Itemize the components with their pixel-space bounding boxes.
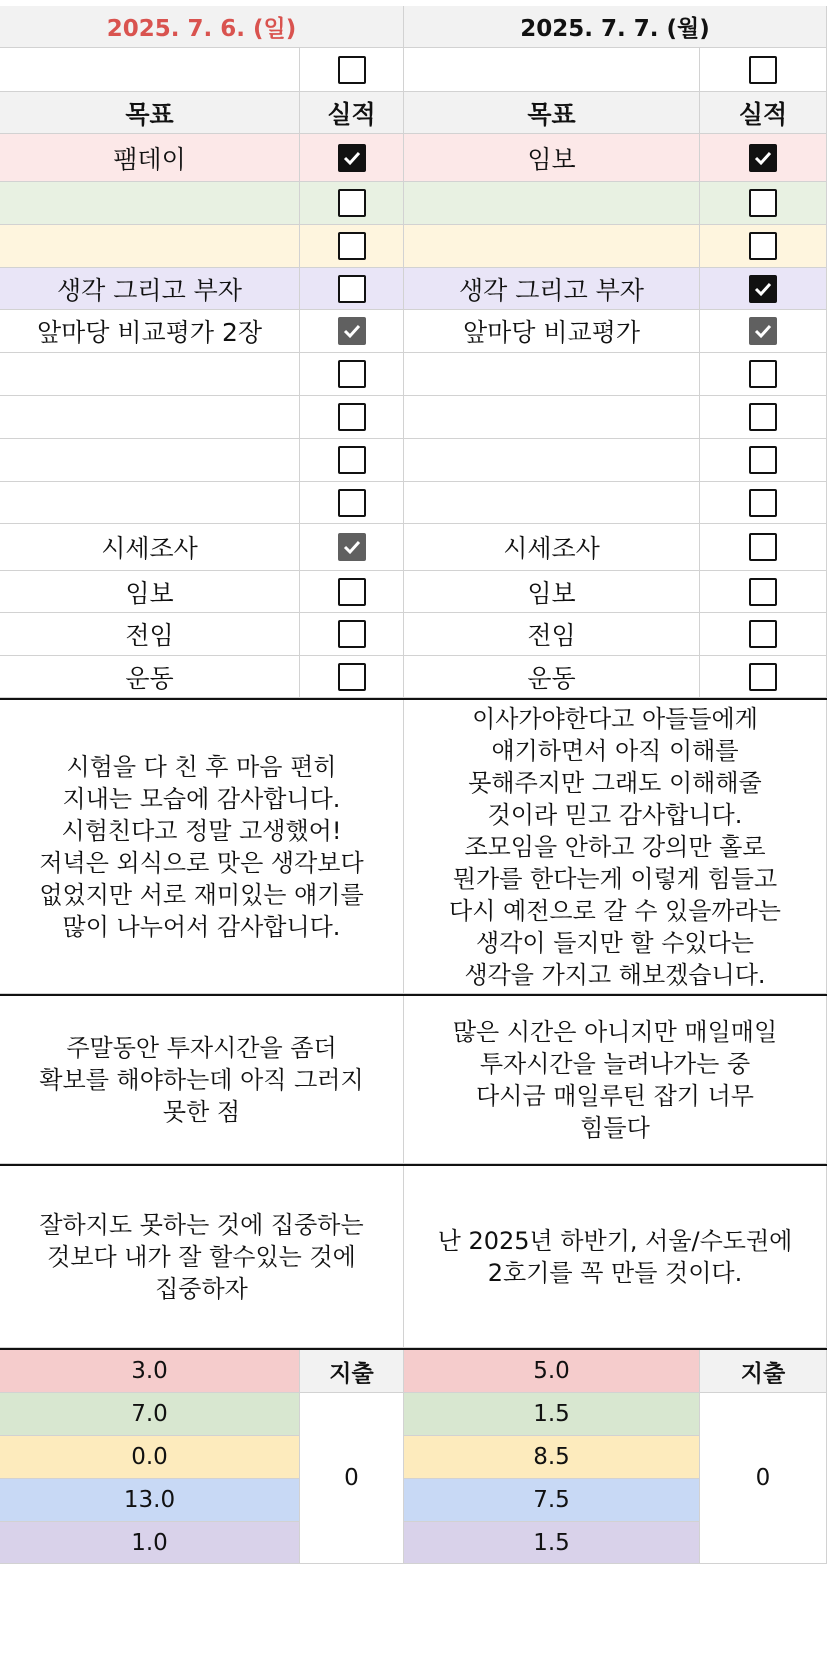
goal-label <box>0 182 300 225</box>
goal-label <box>404 439 700 482</box>
goal-label <box>404 482 700 524</box>
resolution-text: 잘하지도 못하는 것에 집중하는 것보다 내가 잘 할수있는 것에 집중하자 <box>0 1166 404 1348</box>
goal-checkbox[interactable] <box>749 403 777 431</box>
col-goal-header: 목표 <box>0 92 300 134</box>
goal-checkbox[interactable] <box>338 232 366 260</box>
hours-value: 3.0 <box>0 1350 300 1393</box>
gratitude-text: 이사가야한다고 아들들에게 얘기하면서 아직 이해를 못해주지만 그래도 이해해줄 것이라 믿고 감사합니다. 조모임을 안하고 강의만 홀로 뭔가를 한다는게 이렇게 힘들고 다시 예전으로 갈 수 있을까라는 생각이 들지만 할 수있다는 생각을 가지고 해보겠습니다. <box>404 700 827 994</box>
goal-checkbox[interactable] <box>749 446 777 474</box>
goal-checkbox[interactable] <box>338 317 366 345</box>
goal-label <box>0 396 300 439</box>
goal-checkbox-cell[interactable] <box>700 439 827 482</box>
goal-label: 임보 <box>0 571 300 613</box>
goal-label <box>0 225 300 268</box>
header-checkbox-cell[interactable] <box>700 48 827 92</box>
goal-checkbox-cell[interactable] <box>300 524 404 571</box>
hours-value: 13.0 <box>0 1479 300 1522</box>
goal-label <box>0 353 300 396</box>
goal-label <box>404 182 700 225</box>
goal-label: 앞마당 비교평가 <box>404 310 700 353</box>
goal-checkbox[interactable] <box>338 578 366 606</box>
goal-label: 운동 <box>0 656 300 698</box>
goal-checkbox-cell[interactable] <box>300 310 404 353</box>
goal-label: 임보 <box>404 134 700 182</box>
goal-checkbox-cell[interactable] <box>700 225 827 268</box>
hours-value: 8.5 <box>404 1436 700 1479</box>
goal-label: 임보 <box>404 571 700 613</box>
col-goal-header: 목표 <box>404 92 700 134</box>
goal-checkbox-cell[interactable] <box>700 310 827 353</box>
goal-checkbox[interactable] <box>338 446 366 474</box>
goal-checkbox-cell[interactable] <box>300 182 404 225</box>
goal-checkbox-cell[interactable] <box>300 225 404 268</box>
hours-value: 7.5 <box>404 1479 700 1522</box>
goal-checkbox-cell[interactable] <box>700 353 827 396</box>
goal-checkbox-cell[interactable] <box>300 396 404 439</box>
section-divider <box>0 994 827 996</box>
hours-value: 0.0 <box>0 1436 300 1479</box>
goal-label <box>404 225 700 268</box>
section-divider <box>0 1164 827 1166</box>
goal-checkbox[interactable] <box>749 317 777 345</box>
goal-label: 시세조사 <box>0 524 300 571</box>
date-header: 2025. 7. 6. (일) <box>0 6 404 48</box>
goal-checkbox[interactable] <box>338 489 366 517</box>
goal-checkbox[interactable] <box>338 663 366 691</box>
goal-checkbox[interactable] <box>749 144 777 172</box>
goal-label: 팸데이 <box>0 134 300 182</box>
goal-label <box>404 353 700 396</box>
header-blank <box>0 48 300 92</box>
goal-checkbox[interactable] <box>338 533 366 561</box>
goal-checkbox[interactable] <box>749 489 777 517</box>
goal-checkbox-cell[interactable] <box>300 134 404 182</box>
reflection-text: 많은 시간은 아니지만 매일매일 투자시간을 늘려나가는 중 다시금 매일루틴 잡기 너무 힘들다 <box>404 996 827 1164</box>
goal-checkbox-cell[interactable] <box>300 482 404 524</box>
goal-checkbox[interactable] <box>338 360 366 388</box>
section-divider <box>0 698 827 700</box>
goal-checkbox-cell[interactable] <box>700 613 827 656</box>
goal-label: 전임 <box>404 613 700 656</box>
header-checkbox-cell[interactable] <box>300 48 404 92</box>
hours-value: 1.5 <box>404 1522 700 1564</box>
goal-label <box>0 482 300 524</box>
section-divider <box>0 1348 827 1350</box>
hours-value: 7.0 <box>0 1393 300 1436</box>
header-checkbox[interactable] <box>749 56 777 84</box>
goal-checkbox[interactable] <box>749 620 777 648</box>
goal-label <box>0 439 300 482</box>
hours-value: 1.0 <box>0 1522 300 1564</box>
goal-checkbox[interactable] <box>749 533 777 561</box>
expense-label: 지출 <box>300 1350 404 1393</box>
goal-checkbox[interactable] <box>749 663 777 691</box>
goal-checkbox[interactable] <box>338 275 366 303</box>
goal-checkbox-cell[interactable] <box>700 524 827 571</box>
date-header: 2025. 7. 7. (월) <box>404 6 827 48</box>
goal-checkbox[interactable] <box>338 144 366 172</box>
goal-label: 운동 <box>404 656 700 698</box>
header-checkbox[interactable] <box>338 56 366 84</box>
resolution-text: 난 2025년 하반기, 서울/수도권에 2호기를 꼭 만들 것이다. <box>404 1166 827 1348</box>
goal-label: 생각 그리고 부자 <box>0 268 300 310</box>
goal-checkbox-cell[interactable] <box>700 182 827 225</box>
hours-value: 5.0 <box>404 1350 700 1393</box>
goal-checkbox-cell[interactable] <box>300 268 404 310</box>
gratitude-text: 시험을 다 친 후 마음 편히 지내는 모습에 감사합니다. 시험친다고 정말 고생했어! 저녁은 외식으로 맛은 생각보다 없었지만 서로 재미있는 얘기를 많이 나누어서 감사합니다. <box>0 700 404 994</box>
goal-checkbox-cell[interactable] <box>300 571 404 613</box>
goal-checkbox-cell[interactable] <box>700 571 827 613</box>
goal-checkbox[interactable] <box>749 232 777 260</box>
goal-label: 시세조사 <box>404 524 700 571</box>
goal-checkbox-cell[interactable] <box>300 439 404 482</box>
goal-label: 앞마당 비교평가 2장 <box>0 310 300 353</box>
goal-checkbox[interactable] <box>749 578 777 606</box>
col-result-header: 실적 <box>700 92 827 134</box>
goal-checkbox[interactable] <box>338 403 366 431</box>
expense-label: 지출 <box>700 1350 827 1393</box>
hours-value: 1.5 <box>404 1393 700 1436</box>
goal-checkbox-cell[interactable] <box>300 613 404 656</box>
col-result-header: 실적 <box>300 92 404 134</box>
goal-label: 전임 <box>0 613 300 656</box>
expense-value: 0 <box>300 1393 404 1564</box>
goal-checkbox-cell[interactable] <box>300 656 404 698</box>
goal-checkbox-cell[interactable] <box>300 353 404 396</box>
goal-label <box>404 396 700 439</box>
goal-checkbox-cell[interactable] <box>700 482 827 524</box>
goal-checkbox-cell[interactable] <box>700 396 827 439</box>
goal-checkbox[interactable] <box>338 189 366 217</box>
reflection-text: 주말동안 투자시간을 좀더 확보를 해야하는데 아직 그러지 못한 점 <box>0 996 404 1164</box>
expense-value: 0 <box>700 1393 827 1564</box>
goal-checkbox[interactable] <box>749 275 777 303</box>
goal-checkbox-cell[interactable] <box>700 656 827 698</box>
goal-label: 생각 그리고 부자 <box>404 268 700 310</box>
header-blank <box>404 48 700 92</box>
goal-checkbox[interactable] <box>338 620 366 648</box>
goal-checkbox-cell[interactable] <box>700 134 827 182</box>
goal-checkbox[interactable] <box>749 360 777 388</box>
goal-checkbox[interactable] <box>749 189 777 217</box>
goal-checkbox-cell[interactable] <box>700 268 827 310</box>
